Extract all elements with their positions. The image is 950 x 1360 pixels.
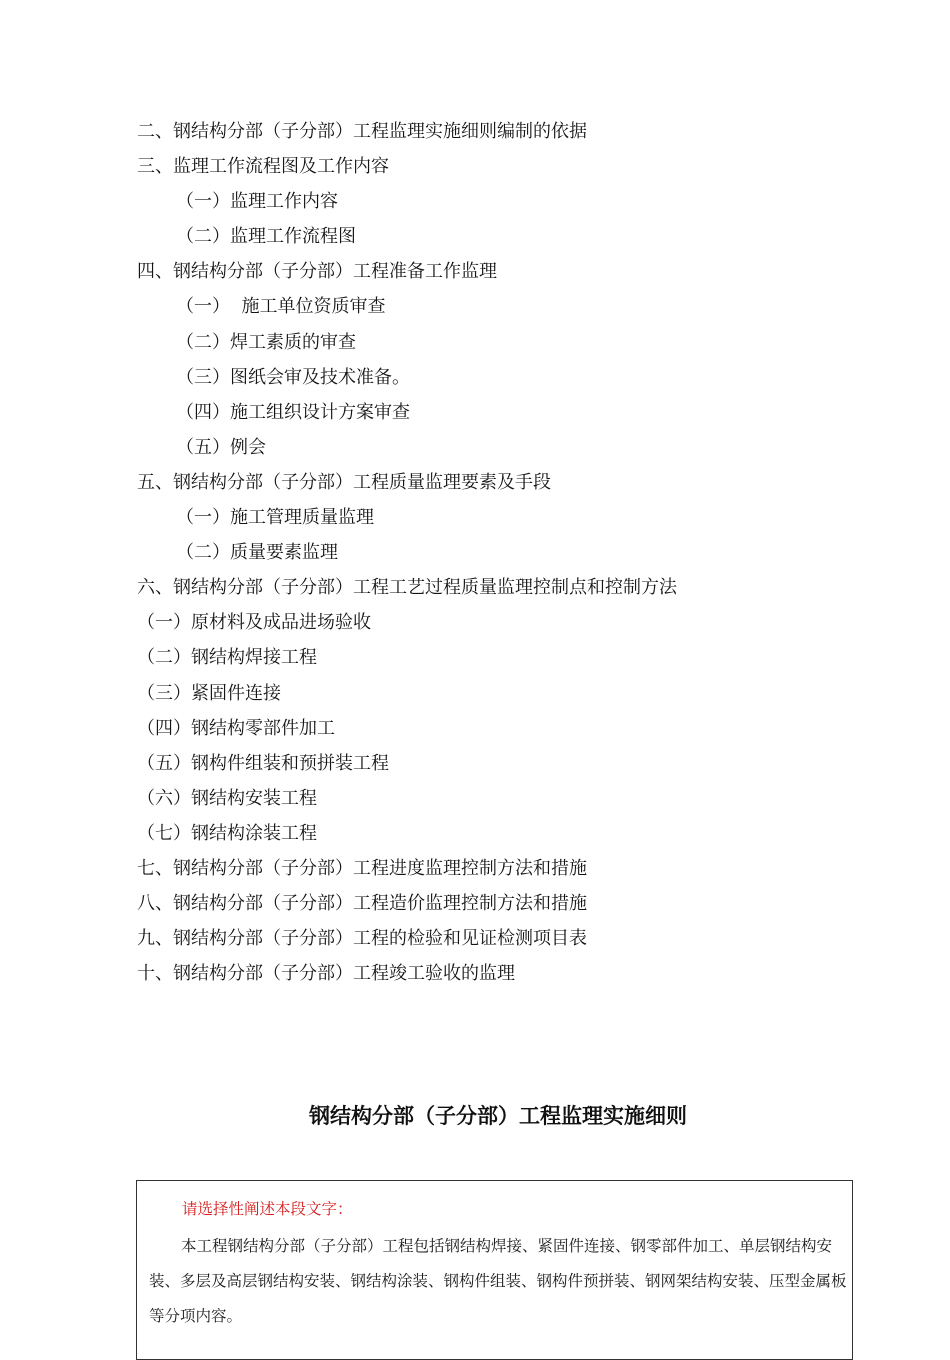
toc-subitem: （二）监理工作流程图 (176, 226, 356, 248)
toc-item: 五、钢结构分部（子分部）工程质量监理要素及手段 (137, 471, 551, 493)
table-of-contents (0, 114, 950, 991)
toc-subitem: （四）施工组织设计方案审查 (176, 401, 410, 423)
toc-subitem: （五）例会 (176, 436, 266, 458)
toc-item: 二、钢结构分部（子分部）工程监理实施细则编制的依据 (137, 121, 587, 142)
toc-item: 九、钢结构分部（子分部）工程的检验和见证检测项目表 (137, 928, 587, 950)
document-title: 钢结构分部（子分部）工程监理实施细则 (309, 1103, 687, 1128)
toc-subitem: （一）原材料及成品进场验收 (137, 612, 371, 634)
toc-subitem: （二）钢结构焊接工程 (137, 647, 317, 669)
toc-item: 十、钢结构分部（子分部）工程竣工验收的监理 (137, 963, 515, 985)
toc-subitem: （二）质量要素监理 (176, 542, 338, 564)
toc-subitem: （七）钢结构涂装工程 (137, 822, 317, 844)
toc-item: 四、钢结构分部（子分部）工程准备工作监理 (137, 261, 497, 283)
instruction-box (136, 1180, 853, 1360)
toc-subitem: （六）钢结构安装工程 (137, 787, 317, 809)
toc-item: 八、钢结构分部（子分部）工程造价监理控制方法和措施 (137, 893, 587, 915)
instruction-body: 本工程钢结构分部（子分部）工程包括钢结构焊接、紧固件连接、钢零部件加工、单层钢结构安装、多层及高层钢结构安装、钢结构涂装、钢构件组装、钢构件预拼装、钢网架结构安装、压型金属板等分项内容。 (149, 1237, 847, 1325)
toc-subitem: （三）紧固件连接 (137, 682, 281, 704)
toc-subitem: （三）图纸会审及技术准备。 (176, 366, 410, 388)
toc-item: 七、钢结构分部（子分部）工程进度监理控制方法和措施 (137, 857, 587, 879)
toc-subitem: （一）施工管理质量监理 (176, 507, 374, 529)
toc-subitem: （一）监理工作内容 (176, 191, 338, 213)
toc-item: 三、监理工作流程图及工作内容 (137, 156, 389, 178)
instruction-hint: 请选择性阐述本段文字： (182, 1200, 353, 1218)
toc-subitem: （一） 施工单位资质审查 (176, 296, 386, 318)
toc-subitem: （四）钢结构零部件加工 (137, 717, 335, 739)
toc-subitem: （二）焊工素质的审查 (176, 331, 356, 353)
toc-item: 六、钢结构分部（子分部）工程工艺过程质量监理控制点和控制方法 (137, 577, 677, 599)
toc-subitem: （五）钢构件组装和预拼装工程 (137, 752, 389, 774)
